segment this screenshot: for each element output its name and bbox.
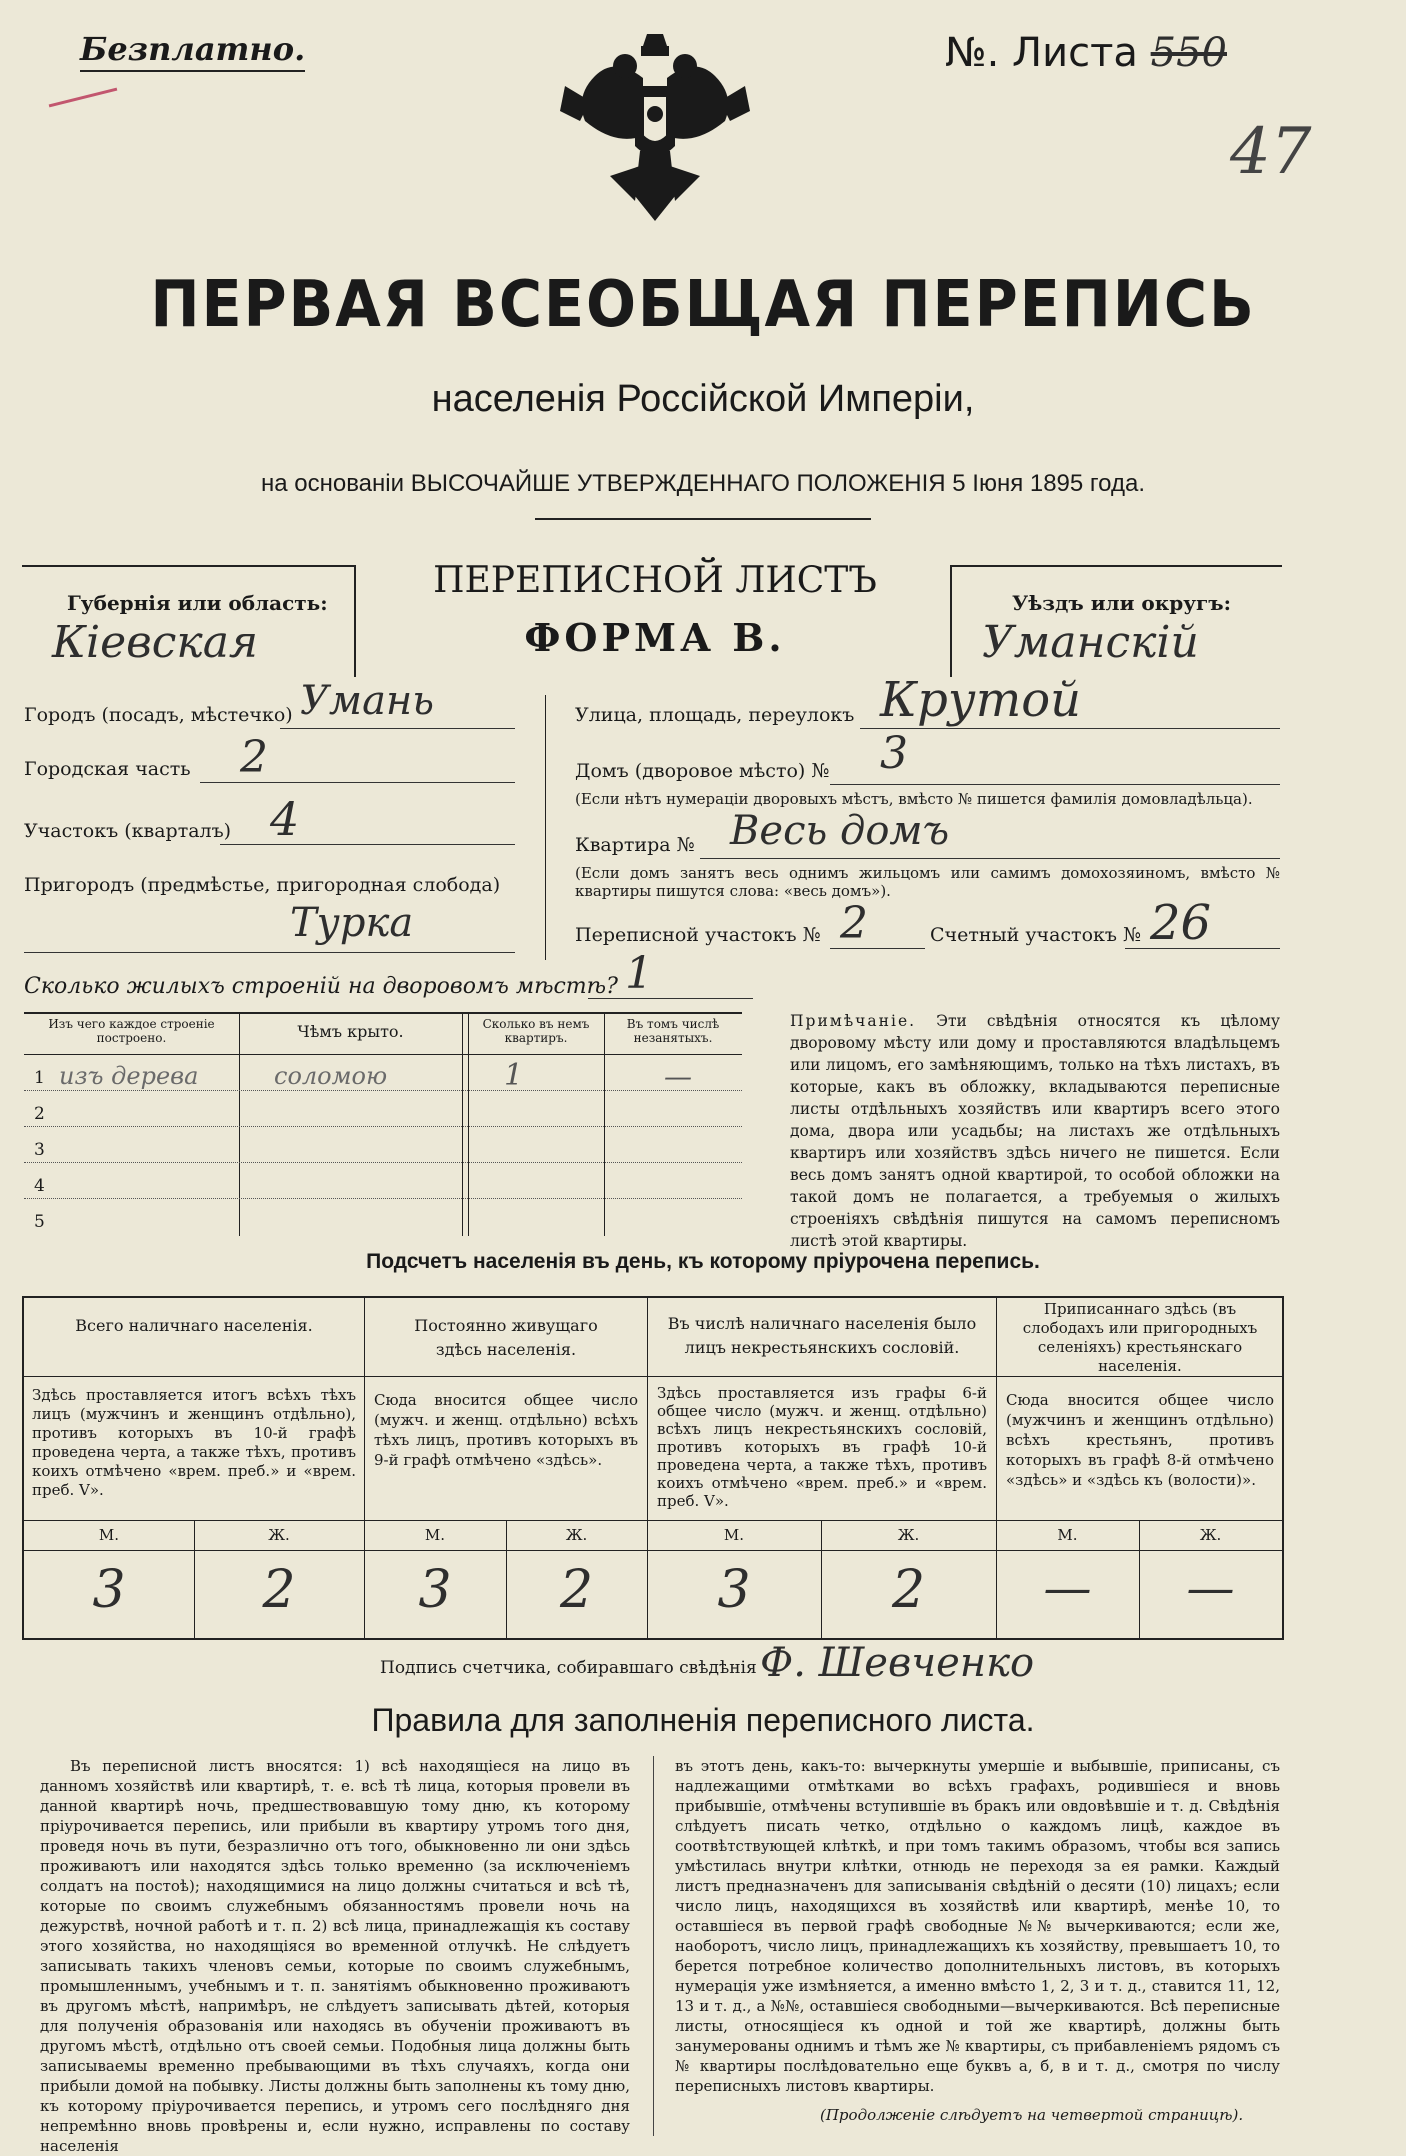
- rules-left-column: Въ переписной листъ вносятся: 1) всѣ находящіеся на лицо въ данномъ хозяйствѣ или квартирѣ, т. е. всѣ тѣ лица, которыя провели въ данной квартирѣ ночь, предшествовавшую тому дню, къ которому пріурочивается перепись, или прибыли въ квартиру утромъ того дня, проведя ночь въ пути, безразлично отъ того, обыкновенно ли они здѣсь проживаютъ или находятся здѣсь только временно (за исключеніемъ солдатъ на постоѣ); находящимися на лицо должны считаться и всѣ тѣ, которые по своимъ служебнымъ обязанностямъ провели ночь на дежурствѣ, ночной работѣ и т. п. 2) всѣ лица, принадлежащія къ составу этого хозяйства, но находящіяся во временной отлучкѣ. Не слѣдуетъ записывать такихъ членовъ семьи, которые по своимъ служебнымъ, промышленнымъ, учебнымъ и т. п. занятіямъ обыкновенно проживаютъ въ другомъ мѣстѣ, напримѣръ, не слѣдуетъ записывать дѣтей, которыя для полученія образованія или находясь въ обученіи проживаютъ въ другомъ мѣстѣ, отдѣльно отъ своей семьи. Подобныя лица должны быть записываемы временно пребывающими въ тѣхъ случаяхъ, когда они прибыли домой на побывку. Листы должны быть заполнены къ тому дню, къ которому пріурочивается перепись, и утромъ сего послѣдняго дня непремѣнно вновь провѣрены и, если нужно, исправлены по составу населенія: [40, 1757, 630, 2155]
- buildings-header-vacant: Въ томъ числѣ незанятыхъ.: [626, 1017, 720, 1045]
- row-apartments: 1: [504, 1058, 524, 1093]
- house-label: Домъ (дворовое мѣсто) №: [575, 760, 830, 782]
- street-value: Крутой: [880, 672, 1082, 728]
- city-line: [280, 728, 515, 729]
- tally-table: [22, 1296, 1284, 1640]
- tally-head-nonpeasant: Въ числѣ наличнаго населенія было лицъ некрестьянскихъ сословій.: [667, 1314, 977, 1357]
- buildings-row: [24, 1134, 742, 1164]
- buildings-row: [24, 1058, 742, 1093]
- tally-peasant-f: —: [1186, 1560, 1235, 1616]
- street-label: Улица, площадь, переулокъ: [575, 704, 855, 726]
- house-line: [830, 784, 1280, 785]
- tally-permanent-f: 2: [559, 1560, 594, 1620]
- buildings-answer-line: [588, 998, 753, 999]
- count-area-value: 26: [1150, 895, 1212, 951]
- tally-desc-peasant: Сюда вносится общее число (мужчинъ и женщинъ отдѣльно) всѣхъ крестьянъ, противъ которыхъ въ графѣ 8-й отмѣчено «здѣсь» и «здѣсь къ (волости)».: [1006, 1391, 1274, 1489]
- address-divider: [545, 695, 546, 960]
- buildings-table: [24, 1012, 742, 1236]
- city-value: Умань: [300, 678, 435, 724]
- buildings-row: [24, 1206, 742, 1236]
- legal-basis: на основаніи ВЫСОЧАЙШЕ УТВЕРЖДЕННАГО ПОЛОЖЕНІЯ 5 Іюня 1895 года.: [260, 470, 1145, 497]
- sheet-number-value: 550: [1150, 30, 1227, 76]
- tally-desc-total: Здѣсь проставляется итогъ всѣхъ тѣхъ лицъ (мужчинъ и женщинъ отдѣльно), противъ которыхъ въ 10-й графѣ проведена черта, а также тѣхъ, противъ коихъ отмѣчено «врем. преб.» и «врем. преб. V».: [32, 1386, 356, 1499]
- sheet-number: [945, 30, 1227, 76]
- row-roof: соломою: [274, 1062, 388, 1090]
- divider: [535, 518, 871, 520]
- tally-head-permanent: Постоянно живущаго здѣсь населенія.: [414, 1316, 598, 1359]
- suburb-label: Пригородъ (предмѣстье, пригородная слобода): [24, 874, 501, 896]
- gubernia-value: Кіевская: [52, 617, 259, 668]
- apartment-note: (Если домъ занятъ весь однимъ жильцомъ или самимъ домохозяиномъ, вмѣсто № квартиры пишутся слова: «весь домъ»).: [575, 864, 1280, 900]
- district-line: [220, 844, 515, 845]
- tally-permanent-m: 3: [418, 1560, 452, 1620]
- tally-f-label: Ж.: [565, 1526, 588, 1544]
- district-value: 4: [270, 792, 300, 846]
- tally-f-label: Ж.: [268, 1526, 290, 1544]
- house-value: 3: [880, 728, 908, 779]
- count-area-label: Счетный участокъ №: [930, 924, 1141, 946]
- uezd-box: [950, 565, 1282, 677]
- row-number: 4: [34, 1176, 45, 1196]
- rules-column-divider: [653, 1756, 654, 2136]
- row-vacant: —: [664, 1060, 692, 1093]
- gubernia-box: [22, 565, 356, 677]
- buildings-header-material: Изъ чего каждое строеніе построено.: [48, 1017, 215, 1045]
- tally-head-total: Всего наличнаго населенія.: [75, 1316, 313, 1335]
- tally-total-m: 3: [92, 1560, 126, 1620]
- census-area-value: 2: [840, 898, 868, 949]
- row-number: 5: [34, 1212, 45, 1232]
- street-line: [860, 728, 1280, 729]
- tally-m-label: М.: [1057, 1526, 1078, 1544]
- signature-label: Подпись счетчика, собиравшаго свѣдѣнія: [380, 1658, 757, 1678]
- tally-f-label: Ж.: [1199, 1526, 1222, 1544]
- tally-m-label: М.: [723, 1526, 745, 1544]
- page-title: ПЕРВАЯ ВСЕОБЩАЯ ПЕРЕПИСЬ: [150, 268, 1256, 342]
- uezd-value: Уманскій: [982, 617, 1199, 668]
- rules-title: Правила для заполненія переписного листа.: [371, 1702, 1035, 1738]
- free-text: Безплатно.: [80, 30, 306, 68]
- row-number: 1: [34, 1068, 45, 1088]
- note-block: [790, 1010, 1280, 1252]
- suburb-line: [24, 952, 515, 953]
- suburb-value: Турка: [290, 900, 414, 946]
- tally-desc-nonpeasant: Здѣсь проставляется изъ графы 6-й общее число (мужч. и женщ. отдѣльно) всѣхъ лицъ некрестьянскихъ сословій, противъ которыхъ въ графѣ 10-й проведена черта, а также тѣхъ, противъ коихъ отмѣчено «врем. преб.» и «врем. преб. V».: [657, 1384, 987, 1510]
- buildings-question: Сколько жилыхъ строеній на дворовомъ мѣстѣ?: [24, 974, 618, 999]
- tally-f-label: Ж.: [897, 1526, 920, 1544]
- form-type: ФОРМА В.: [524, 615, 786, 660]
- note-title: Примѣчаніе.: [790, 1012, 917, 1030]
- sheet-number-label: №. Листа: [945, 30, 1138, 76]
- rules-right-column: въ этотъ день, какъ-то: вычеркнуты умершіе и выбывшіе, приписаны, съ надлежащими отмѣтками во всѣхъ графахъ, родившіеся и вновь прибывшіе, отмѣчены вступившіе въ бракъ или овдовѣвшіе и т. д. Свѣдѣнія слѣдуетъ писать четко, отдѣльно о каждомъ лицѣ, каждое въ соотвѣтствующей клѣткѣ, и при томъ такимъ образомъ, чтобы вся запись умѣстилась внутри клѣтки, отнюдь не переходя за ея рамки. Каждый листъ предназначенъ для записыванія свѣдѣній о десяти (10) лицахъ; если число лицъ, находящихся въ хозяйствѣ или квартирѣ, менѣе 10, то оставшіеся въ первой графѣ свободные №№ вычеркиваются; если же, наоборотъ, число лицъ, принадлежащихъ къ хозяйству, превышаетъ 10, то берется потребное количество дополнительныхъ листовъ, въ которыхъ нумерація уже измѣняется, а именно вмѣсто 1, 2, 3 и т. д., ставится 11, 12, 13 и т. д., а №№, оставшіеся свободными—вычеркиваются. Всѣ переписные листы, относящіеся къ одной и той же квартирѣ, должны быть занумерованы однимъ и тѣмъ же № квартиры, съ прибавленіемъ рядомъ съ № квартиры послѣдовательно еще буквъ а, б, в и т. д., смотря по числу переписныхъ листовъ квартиры.: [675, 1757, 1280, 2095]
- row-number: 3: [34, 1140, 45, 1160]
- city-label: Городъ (посадъ, мѣстечко): [24, 704, 293, 726]
- tally-m-label: М.: [98, 1526, 120, 1544]
- buildings-header-apartments: Сколько въ немъ квартиръ.: [482, 1017, 590, 1045]
- tally-title: Подсчетъ населенія въ день, къ которому пріурочена перепись.: [366, 1250, 1040, 1273]
- census-area-label: Переписной участокъ №: [575, 924, 821, 946]
- red-mark: [49, 88, 118, 108]
- apartment-line: [700, 858, 1280, 859]
- district-label: Участокъ (кварталъ): [24, 820, 232, 842]
- tally-head-peasant: Приписаннаго здѣсь (въ слободахъ или пригородныхъ селеніяхъ) крестьянскаго населенія.: [1022, 1300, 1258, 1375]
- form-name: ПЕРЕПИСНОЙ ЛИСТЪ: [433, 560, 877, 601]
- house-note: (Если нѣтъ нумераціи дворовыхъ мѣстъ, вмѣсто № пишется фамилія домовладѣльца).: [575, 790, 1253, 808]
- tally-m-label: М.: [424, 1526, 446, 1544]
- page-subtitle: населенія Россійской Имперіи,: [431, 378, 975, 420]
- imperial-eagle-emblem: [555, 26, 755, 236]
- buildings-header-roof: Чѣмъ крыто.: [297, 1022, 404, 1041]
- city-part-label: Городская часть: [24, 758, 191, 780]
- buildings-row: [24, 1098, 742, 1128]
- buildings-answer: 1: [625, 948, 653, 999]
- uezd-label: Уѣздъ или округъ:: [1012, 591, 1231, 615]
- row-number: 2: [34, 1104, 45, 1124]
- tally-desc-permanent: Сюда вносится общее число (мужч. и женщ. отдѣльно) всѣхъ тѣхъ лицъ, противъ которыхъ въ 9-й графѣ отмѣчено «здѣсь».: [374, 1391, 638, 1469]
- tally-nonpeasant-f: 2: [891, 1560, 926, 1620]
- rules-continued: (Продолженіе слѣдуетъ на четвертой страницѣ).: [820, 2106, 1244, 2124]
- tally-peasant-m: —: [1043, 1560, 1092, 1616]
- gubernia-label: Губернія или область:: [67, 591, 328, 615]
- free-label: [80, 30, 305, 72]
- tally-total-f: 2: [262, 1560, 296, 1620]
- row-material: изъ дерева: [59, 1062, 199, 1090]
- counter-signature: Ф. Шевченко: [760, 1640, 1035, 1686]
- apartment-label: Квартира №: [575, 834, 695, 856]
- buildings-row: [24, 1170, 742, 1200]
- tally-nonpeasant-m: 3: [717, 1560, 751, 1620]
- city-part-value: 2: [240, 732, 268, 783]
- note-text: Эти свѣдѣнія относятся къ цѣлому дворовому мѣсту или дому и проставляются владѣльцемъ или лицомъ, его замѣняющимъ, только на тѣхъ листахъ, въ которые, какъ въ обложку, вкладываются переписные листы отдѣльныхъ хозяйствъ или квартиръ всего этого дома, двора или усадьбы; на листахъ же отдѣльныхъ квартиръ или хозяйствъ здѣсь ничего не пишется. Если весь домъ занятъ одной квартирой, то особой обложки на такой домъ не полагается, а требуемыя о жилыхъ строеніяхъ свѣдѣнія пишутся на самомъ переписномъ листѣ этой квартиры.: [790, 1012, 1280, 1250]
- apartment-value: Весь домъ: [730, 808, 950, 854]
- handwritten-page-number: 47: [1230, 115, 1312, 189]
